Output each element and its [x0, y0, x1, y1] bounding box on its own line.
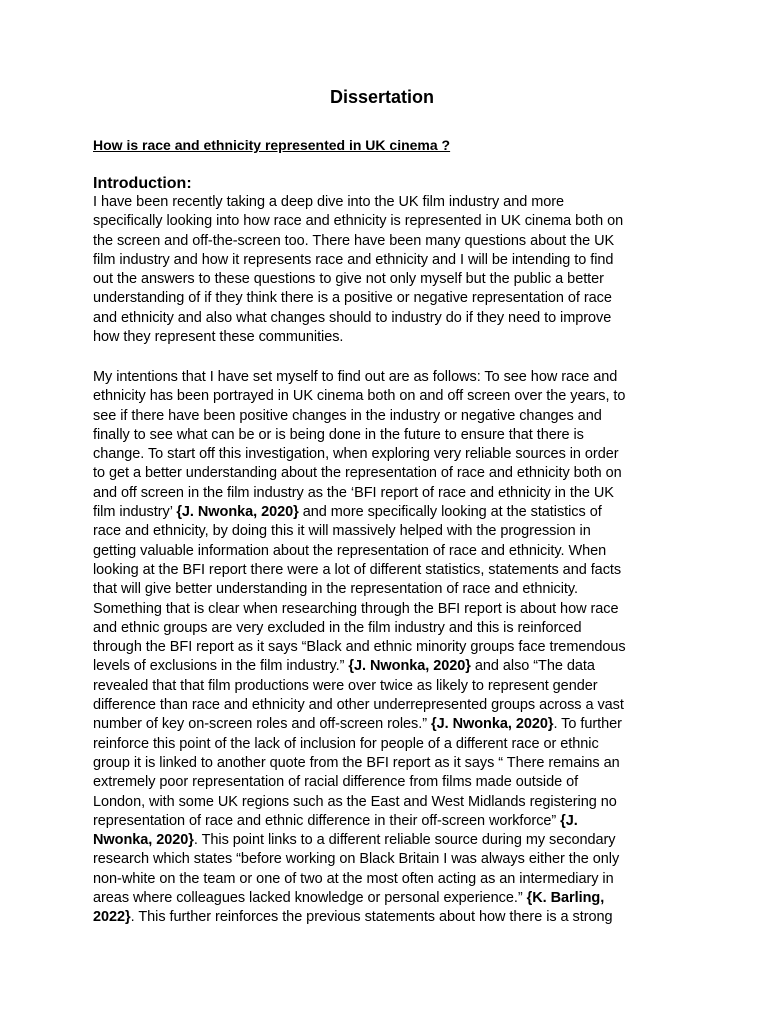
paragraph-line: My intentions that I have set myself to find out are as follows: To see how race and	[93, 369, 618, 385]
text-run: and more specifically looking at the statistics of	[298, 504, 602, 521]
document-title: Dissertation	[329, 87, 435, 107]
paragraph-line	[93, 715, 667, 734]
paragraph-line: and off screen in the film industry as the ‘BFI report of race and ethnicity in the UK	[93, 484, 614, 501]
paragraph-line: race and ethnicity, by doing this it will massively helped with the progression in	[93, 523, 591, 540]
paragraph-line: revealed that that film productions were over twice as likely to represent gender	[93, 677, 598, 694]
paragraph-line: out the answers to these questions to give not only myself but the public a better	[93, 271, 604, 288]
intro-paragraph-2	[93, 368, 667, 928]
paragraph-line: through the BFI report as it says “Black and ethnic minority groups face tremendous	[93, 639, 626, 656]
citation: {J. Nwonka, 2020}	[431, 716, 554, 733]
paragraph-line	[93, 657, 667, 676]
text-run: representation of race and ethnic difference in their off-screen workforce”	[93, 812, 561, 829]
paragraph-line: to get a better understanding about the representation of race and ethnicity both on	[93, 465, 622, 482]
paragraph-line	[93, 503, 667, 522]
paragraph-line: getting valuable information about the representation of race and ethnicity. When	[93, 542, 607, 559]
paragraph-line: the screen and off-the-screen too. There have been many questions about the UK	[93, 232, 615, 249]
paragraph-line: and ethnicity and also what changes should to industry do if they need to improve	[93, 309, 612, 326]
paragraph-line: ethnicity has been portrayed in UK cinema both on and off screen over the years, to	[93, 388, 626, 405]
text-run: . This further reinforces the previous statements about how there is a strong	[130, 909, 613, 926]
paragraph-line: reinforce this point of the lack of inclusion for people of a different race or ethnic	[93, 735, 599, 752]
paragraph-line	[93, 812, 667, 831]
paragraph-line	[93, 908, 667, 927]
citation: {K. Barling,	[526, 890, 605, 907]
paragraph-line: research which states “before working on Black Britain I was always either the only	[93, 851, 620, 868]
paragraph-line	[93, 889, 667, 908]
document-page	[93, 84, 667, 926]
citation: {J. Nwonka, 2020}	[348, 658, 471, 675]
paragraph-line: change. To start off this investigation, when exploring very reliable sources in order	[93, 446, 619, 463]
paragraph-line: looking at the BFI report there were a lot of different statistics, statements and facts	[93, 561, 622, 578]
text-run: . To further	[553, 716, 622, 733]
intro-paragraph-1	[93, 193, 667, 347]
citation: Nwonka, 2020}	[93, 832, 194, 849]
paragraph-line: film industry and how it represents race and ethnicity and I will be intending to find	[93, 251, 614, 268]
citation: {J. Nwonka, 2020}	[176, 504, 299, 521]
paragraph-line: extremely poor representation of racial difference from films made outside of	[93, 774, 579, 791]
paragraph-line: how they represent these communities.	[93, 329, 344, 346]
paragraph-line: Something that is clear when researching through the BFI report is about how race	[93, 600, 619, 617]
paragraph-line: non-white on the team or one of two at the most often acting as an intermediary in	[93, 870, 614, 887]
paragraph-line: that will give better understanding in the representation of race and ethnicity.	[93, 581, 579, 598]
text-run: . This point links to a different reliable source during my secondary	[193, 832, 616, 849]
text-run: levels of exclusions in the film industry.”	[93, 658, 349, 675]
paragraph-line: group it is linked to another quote from the BFI report as it says “ There remains an	[93, 754, 620, 771]
paragraph-line: difference than race and ethnicity and other underrepresented groups across a vast	[93, 697, 624, 714]
text-run: and also “The data	[470, 658, 595, 675]
paragraph-line: I have been recently taking a deep dive into the UK film industry and more	[93, 194, 565, 210]
paragraph-line: finally to see what can be or is being done in the future to ensure that there is	[93, 426, 584, 443]
section-heading-introduction: Introduction:	[93, 175, 192, 192]
text-run: film industry’	[93, 504, 177, 521]
citation: {J.	[560, 812, 578, 829]
citation: 2022}	[93, 909, 131, 926]
paragraph-line: understanding of if they think there is a positive or negative representation of race	[93, 290, 612, 307]
paragraph-line: specifically looking into how race and ethnicity is represented in UK cinema both on	[93, 213, 624, 230]
paragraph-line: see if there have been positive changes in the industry or negative changes and	[93, 407, 602, 424]
paragraph-line: and ethnic groups are very excluded in the film industry and this is reinforced	[93, 619, 582, 636]
text-run: areas where colleagues lacked knowledge or personal experience.”	[93, 890, 527, 907]
paragraph-line: London, with some UK regions such as the East and West Midlands registering no	[93, 793, 617, 810]
document-subtitle: How is race and ethnicity represented in UK cinema ?	[93, 137, 451, 153]
text-run: number of key on-screen roles and off-screen roles.”	[93, 716, 431, 733]
paragraph-line	[93, 831, 667, 850]
